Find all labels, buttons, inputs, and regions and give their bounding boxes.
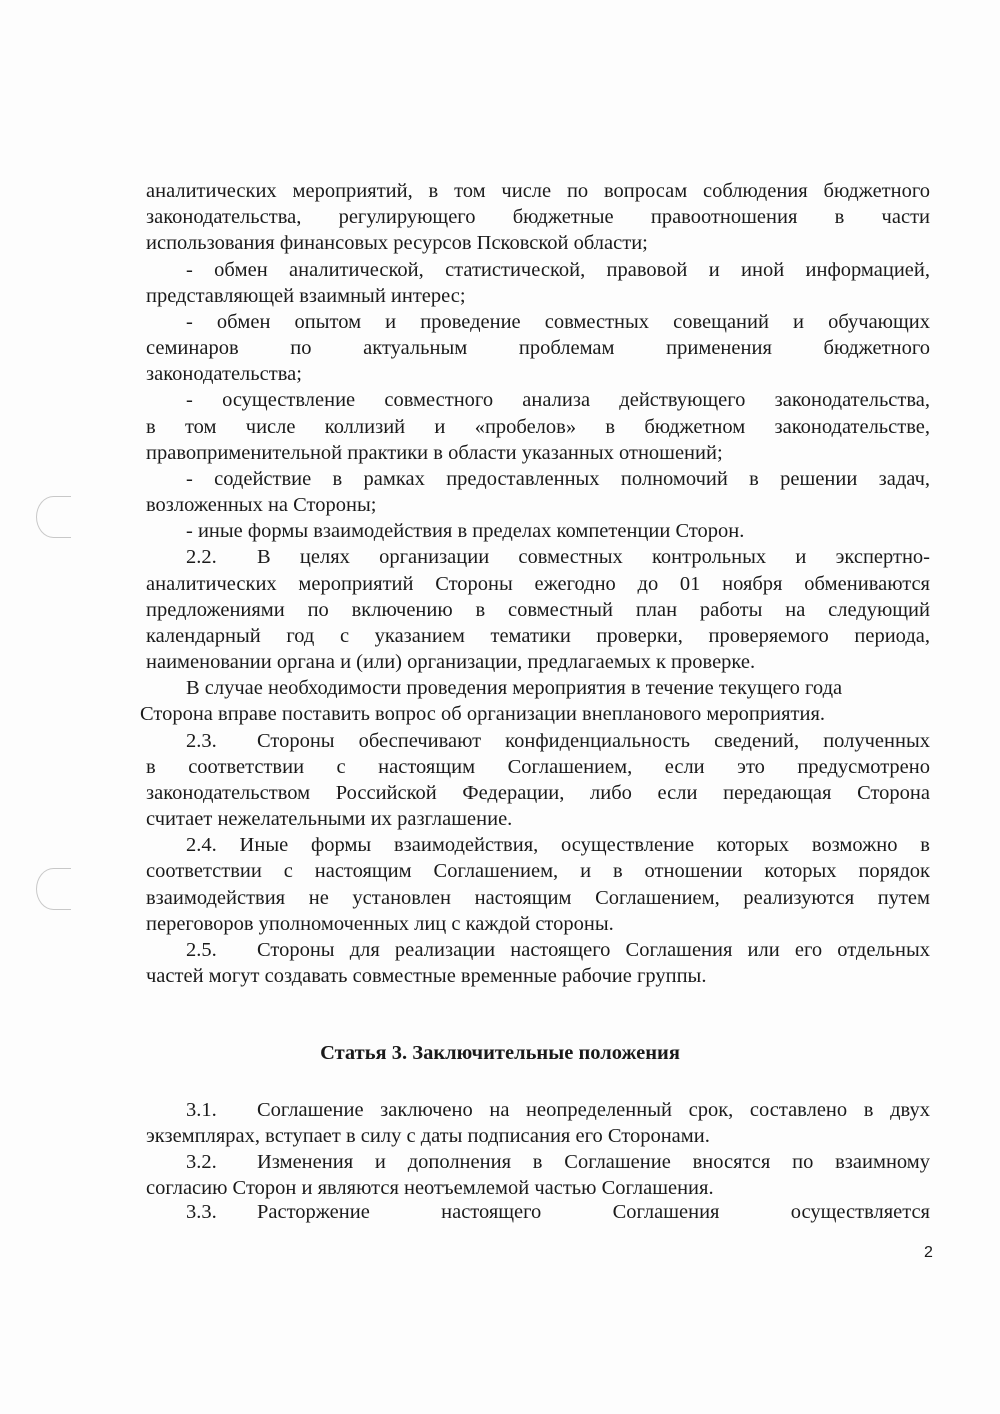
- text-line: Стороны обеспечивают конфиденциальность сведений, полученных: [257, 730, 930, 752]
- text-line: - содействие в рамках предоставленных полномочий в решении задач,: [186, 468, 930, 490]
- text-line: В целях организации совместных контрольных и экспертно-: [257, 546, 930, 568]
- punch-hole-mark: [36, 868, 71, 910]
- text-line: экземплярах, вступает в силу с даты подписания его Сторонами.: [146, 1125, 710, 1147]
- text-line: в соответствии с настоящим Соглашением, если это предусмотрено: [146, 756, 930, 778]
- text-line: правоприменительной практики в области указанных отношений;: [146, 442, 723, 464]
- clause-number: 2.2.: [186, 546, 217, 568]
- text-line: соответствии с настоящим Соглашением, и в отношении которых порядок: [146, 860, 930, 882]
- text-line: законодательства, регулирующего бюджетные правоотношения в части: [146, 206, 930, 228]
- punch-hole-mark: [36, 496, 71, 538]
- text-line: Изменения и дополнения в Соглашение вносятся по взаимному: [257, 1151, 930, 1173]
- text-line: частей могут создавать совместные временные рабочие группы.: [146, 965, 707, 987]
- text-line: аналитических мероприятий Стороны ежегодно до 01 ноября обмениваются: [146, 573, 930, 595]
- page-number: 2: [924, 1244, 933, 1261]
- text-line: возложенных на Стороны;: [146, 494, 377, 516]
- text-line: Сторона вправе поставить вопрос об организации внепланового мероприятия.: [140, 703, 826, 725]
- text-line: аналитических мероприятий, в том числе по вопросам соблюдения бюджетного: [146, 180, 930, 202]
- text-line: календарный год с указанием тематики проверки, проверяемого периода,: [146, 625, 930, 647]
- text-line: семинаров по актуальным проблемам применения бюджетного: [146, 337, 930, 359]
- text-line: Расторжение настоящего Соглашения осуществляется: [257, 1201, 930, 1223]
- text-line: 2.4. Иные формы взаимодействия, осуществление которых возможно в: [186, 834, 930, 856]
- text-line: законодательства;: [146, 363, 302, 385]
- text-line: согласию Сторон и являются неотъемлемой частью Соглашения.: [146, 1177, 714, 1199]
- text-line: наименовании органа и (или) организации, предлагаемых к проверке.: [146, 651, 756, 673]
- clause-number: 3.2.: [186, 1151, 217, 1173]
- clause-number: 2.3.: [186, 730, 217, 752]
- text-line: - иные формы взаимодействия в пределах компетенции Сторон.: [186, 520, 745, 542]
- text-line: В случае необходимости проведения мероприятия в течение текущего года: [186, 677, 843, 699]
- text-line: представляющей взаимный интерес;: [146, 285, 466, 307]
- text-line: законодательством Российской Федерации, либо если передающая Сторона: [146, 782, 930, 804]
- text-line: предложениями по включению в совместный план работы на следующий: [146, 599, 930, 621]
- text-line: в том числе коллизий и «пробелов» в бюджетном законодательстве,: [146, 416, 930, 438]
- text-line: взаимодействия не установлен настоящим Соглашением, реализуются путем: [146, 887, 930, 909]
- text-line: использования финансовых ресурсов Псковской области;: [146, 232, 648, 254]
- text-line: Соглашение заключено на неопределенный срок, составлено в двух: [257, 1099, 930, 1121]
- text-line: считает нежелательными их разглашение.: [146, 808, 513, 830]
- clause-number: 3.3.: [186, 1201, 217, 1223]
- section-heading: Статья 3. Заключительные положения: [320, 1042, 680, 1064]
- text-line: - обмен аналитической, статистической, правовой и иной информацией,: [186, 259, 930, 281]
- text-line: Стороны для реализации настоящего Соглашения или его отдельных: [257, 939, 930, 961]
- clause-number: 2.5.: [186, 939, 217, 961]
- clause-number: 3.1.: [186, 1099, 217, 1121]
- text-line: - обмен опытом и проведение совместных совещаний и обучающих: [186, 311, 930, 333]
- text-line: - осуществление совместного анализа действующего законодательства,: [186, 389, 930, 411]
- text-line: переговоров уполномоченных лиц с каждой стороны.: [146, 913, 614, 935]
